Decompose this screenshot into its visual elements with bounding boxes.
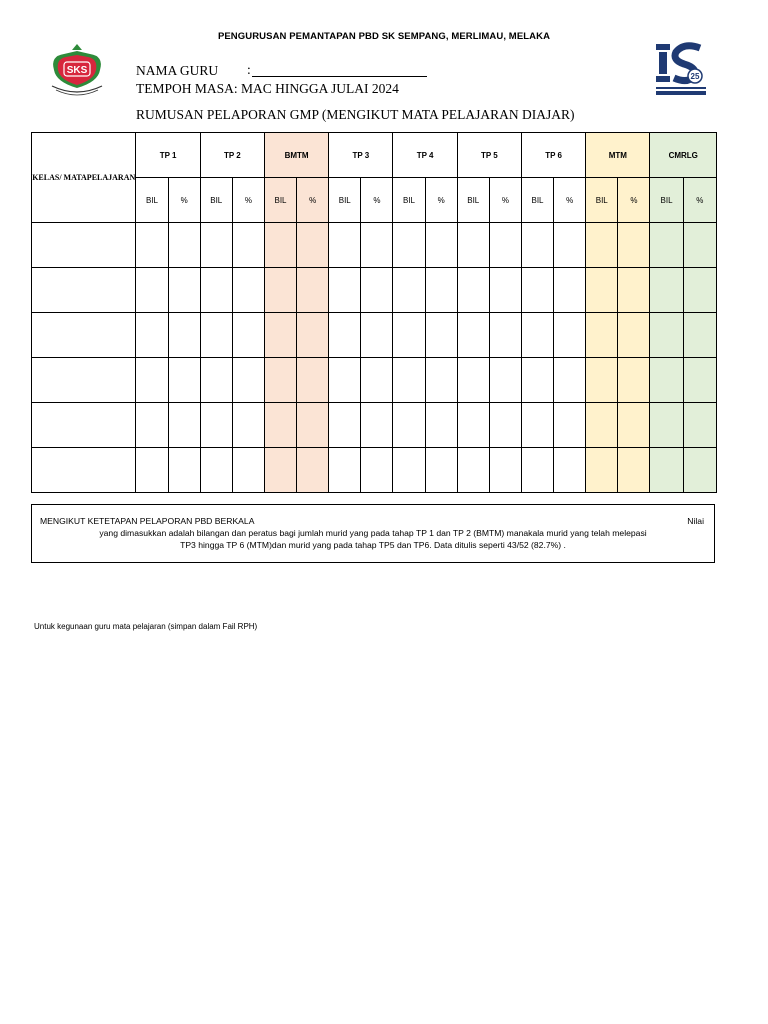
notes-line-1: MENGIKUT KETETAPAN PELAPORAN PBD BERKALA xyxy=(40,516,255,526)
data-cell[interactable] xyxy=(232,358,264,403)
data-cell[interactable] xyxy=(650,448,683,493)
data-cell[interactable] xyxy=(393,268,425,313)
data-cell[interactable] xyxy=(586,268,618,313)
percent-subheader: % xyxy=(489,178,521,223)
kelas-cell[interactable] xyxy=(32,313,136,358)
percent-subheader: % xyxy=(297,178,329,223)
data-cell[interactable] xyxy=(393,223,425,268)
data-cell[interactable] xyxy=(489,268,521,313)
group-header-cmrlg: CMRLG xyxy=(650,133,717,178)
data-cell[interactable] xyxy=(521,268,553,313)
table-row xyxy=(32,448,717,493)
data-cell[interactable] xyxy=(618,313,650,358)
data-cell[interactable] xyxy=(554,358,586,403)
data-cell[interactable] xyxy=(136,403,168,448)
data-cell[interactable] xyxy=(586,358,618,403)
group-header-tp5: TP 5 xyxy=(457,133,521,178)
data-cell[interactable] xyxy=(232,223,264,268)
data-cell[interactable] xyxy=(329,313,361,358)
kelas-cell[interactable] xyxy=(32,223,136,268)
data-cell[interactable] xyxy=(297,223,329,268)
data-cell[interactable] xyxy=(618,403,650,448)
data-cell[interactable] xyxy=(329,358,361,403)
tempoh-masa: TEMPOH MASA: MAC HINGGA JULAI 2024 xyxy=(136,81,399,96)
kelas-cell[interactable] xyxy=(32,403,136,448)
kelas-matapelajaran-header: KELAS/ MATAPELAJARAN xyxy=(32,133,136,223)
table-row xyxy=(32,313,717,358)
percent-subheader: % xyxy=(361,178,393,223)
data-cell[interactable] xyxy=(457,448,489,493)
percent-subheader: % xyxy=(168,178,200,223)
data-cell[interactable] xyxy=(168,313,200,358)
data-cell[interactable] xyxy=(586,403,618,448)
data-cell[interactable] xyxy=(683,448,716,493)
percent-subheader: % xyxy=(618,178,650,223)
notes-line-2: yang dimasukkan adalah bilangan dan peratus bagi jumlah murid yang pada tahap TP 1 dan TP 2 (BMTM) manakala murid yang telah melepasi xyxy=(99,528,647,538)
data-cell[interactable] xyxy=(232,448,264,493)
data-cell[interactable] xyxy=(554,403,586,448)
data-cell[interactable] xyxy=(618,448,650,493)
data-cell[interactable] xyxy=(168,448,200,493)
data-cell[interactable] xyxy=(521,313,553,358)
data-cell[interactable] xyxy=(425,448,457,493)
data-cell[interactable] xyxy=(683,358,716,403)
data-cell[interactable] xyxy=(425,403,457,448)
data-cell[interactable] xyxy=(489,223,521,268)
data-cell[interactable] xyxy=(200,223,232,268)
percent-subheader: % xyxy=(554,178,586,223)
data-cell[interactable] xyxy=(136,358,168,403)
data-cell[interactable] xyxy=(329,268,361,313)
data-cell[interactable] xyxy=(168,268,200,313)
data-cell[interactable] xyxy=(521,223,553,268)
data-cell[interactable] xyxy=(393,313,425,358)
data-cell[interactable] xyxy=(200,358,232,403)
data-cell[interactable] xyxy=(554,223,586,268)
bil-subheader: BIL xyxy=(264,178,296,223)
table-row xyxy=(32,358,717,403)
data-cell[interactable] xyxy=(554,313,586,358)
data-cell[interactable] xyxy=(200,403,232,448)
percent-subheader: % xyxy=(425,178,457,223)
notes-box xyxy=(31,504,715,563)
bil-subheader: BIL xyxy=(136,178,168,223)
data-cell[interactable] xyxy=(361,268,393,313)
data-cell[interactable] xyxy=(425,313,457,358)
data-cell[interactable] xyxy=(683,223,716,268)
group-header-tp1: TP 1 xyxy=(136,133,200,178)
data-cell[interactable] xyxy=(168,223,200,268)
data-cell[interactable] xyxy=(200,268,232,313)
data-cell[interactable] xyxy=(168,403,200,448)
table-row xyxy=(32,403,717,448)
data-cell[interactable] xyxy=(264,358,296,403)
kelas-cell[interactable] xyxy=(32,268,136,313)
data-cell[interactable] xyxy=(554,268,586,313)
data-cell[interactable] xyxy=(618,223,650,268)
data-cell[interactable] xyxy=(521,448,553,493)
bil-subheader: BIL xyxy=(586,178,618,223)
bil-subheader: BIL xyxy=(521,178,553,223)
data-cell[interactable] xyxy=(297,403,329,448)
data-cell[interactable] xyxy=(650,313,683,358)
data-cell[interactable] xyxy=(264,268,296,313)
data-cell[interactable] xyxy=(457,358,489,403)
data-cell[interactable] xyxy=(200,448,232,493)
page-header-title: PENGURUSAN PEMANTAPAN PBD SK SEMPANG, MERLIMAU, MELAKA xyxy=(217,31,551,42)
data-cell[interactable] xyxy=(425,268,457,313)
table-row xyxy=(32,223,717,268)
group-header-tp3: TP 3 xyxy=(329,133,393,178)
data-cell[interactable] xyxy=(232,403,264,448)
data-cell[interactable] xyxy=(136,448,168,493)
rumusan-title: RUMUSAN PELAPORAN GMP (MENGIKUT MATA PELAJARAN DIAJAR) xyxy=(136,107,575,122)
data-cell[interactable] xyxy=(297,448,329,493)
data-cell[interactable] xyxy=(361,403,393,448)
anniversary-logo xyxy=(654,40,708,98)
svg-text:SKS: SKS xyxy=(66,65,88,76)
kelas-cell[interactable] xyxy=(32,448,136,493)
kelas-cell[interactable] xyxy=(32,358,136,403)
data-cell[interactable] xyxy=(554,448,586,493)
data-cell[interactable] xyxy=(232,313,264,358)
data-cell[interactable] xyxy=(489,403,521,448)
data-cell[interactable] xyxy=(264,403,296,448)
percent-subheader: % xyxy=(232,178,264,223)
data-cell[interactable] xyxy=(136,268,168,313)
group-header-mtm: MTM xyxy=(586,133,650,178)
data-cell[interactable] xyxy=(425,223,457,268)
data-cell[interactable] xyxy=(361,358,393,403)
data-cell[interactable] xyxy=(329,223,361,268)
percent-subheader: % xyxy=(683,178,716,223)
nama-guru-colon: : xyxy=(247,62,251,77)
data-cell[interactable] xyxy=(489,448,521,493)
data-cell[interactable] xyxy=(232,268,264,313)
data-cell[interactable] xyxy=(329,403,361,448)
nama-guru-label: NAMA GURU xyxy=(136,63,219,78)
data-cell[interactable] xyxy=(683,403,716,448)
data-cell[interactable] xyxy=(264,223,296,268)
data-cell[interactable] xyxy=(393,358,425,403)
data-cell[interactable] xyxy=(168,358,200,403)
footer-note: Untuk kegunaan guru mata pelajaran (simpan dalam Fail RPH) xyxy=(34,622,258,631)
group-header-bmtm: BMTM xyxy=(264,133,328,178)
group-header-tp2: TP 2 xyxy=(200,133,264,178)
data-cell[interactable] xyxy=(457,313,489,358)
data-cell[interactable] xyxy=(650,358,683,403)
data-cell[interactable] xyxy=(586,223,618,268)
report-table xyxy=(31,132,717,493)
school-crest-icon xyxy=(46,42,108,100)
data-cell[interactable] xyxy=(457,268,489,313)
nama-guru-row xyxy=(136,62,251,79)
data-cell[interactable] xyxy=(521,358,553,403)
data-cell[interactable] xyxy=(521,403,553,448)
data-cell[interactable] xyxy=(586,448,618,493)
table-row xyxy=(32,268,717,313)
notes-nilai: Nilai xyxy=(687,516,704,526)
school-crest-logo xyxy=(46,42,108,100)
data-cell[interactable] xyxy=(489,358,521,403)
data-cell[interactable] xyxy=(361,448,393,493)
data-cell[interactable] xyxy=(457,223,489,268)
bil-subheader: BIL xyxy=(650,178,683,223)
data-cell[interactable] xyxy=(393,403,425,448)
data-cell[interactable] xyxy=(683,268,716,313)
bil-subheader: BIL xyxy=(393,178,425,223)
group-header-tp6: TP 6 xyxy=(521,133,585,178)
data-cell[interactable] xyxy=(361,223,393,268)
group-header-tp4: TP 4 xyxy=(393,133,457,178)
svg-text:25: 25 xyxy=(690,72,700,81)
data-cell[interactable] xyxy=(489,313,521,358)
data-cell[interactable] xyxy=(297,313,329,358)
data-cell[interactable] xyxy=(297,268,329,313)
data-cell[interactable] xyxy=(650,268,683,313)
data-cell[interactable] xyxy=(650,223,683,268)
bil-subheader: BIL xyxy=(200,178,232,223)
data-cell[interactable] xyxy=(683,313,716,358)
data-cell[interactable] xyxy=(618,268,650,313)
data-cell[interactable] xyxy=(618,358,650,403)
data-cell[interactable] xyxy=(457,403,489,448)
data-cell[interactable] xyxy=(361,313,393,358)
data-cell[interactable] xyxy=(136,313,168,358)
data-cell[interactable] xyxy=(425,358,457,403)
data-cell[interactable] xyxy=(586,313,618,358)
data-cell[interactable] xyxy=(136,223,168,268)
data-cell[interactable] xyxy=(264,313,296,358)
data-cell[interactable] xyxy=(393,448,425,493)
data-cell[interactable] xyxy=(200,313,232,358)
bil-subheader: BIL xyxy=(457,178,489,223)
data-cell[interactable] xyxy=(650,403,683,448)
nama-guru-input-line[interactable] xyxy=(252,64,427,77)
data-cell[interactable] xyxy=(297,358,329,403)
data-cell[interactable] xyxy=(329,448,361,493)
notes-line-3: TP3 hingga TP 6 (MTM)dan murid yang pada tahap TP5 dan TP6. Data ditulis seperti 43/52 (82.7%) . xyxy=(180,540,566,550)
anniversary-logo-icon xyxy=(654,40,708,98)
bil-subheader: BIL xyxy=(329,178,361,223)
data-cell[interactable] xyxy=(264,448,296,493)
